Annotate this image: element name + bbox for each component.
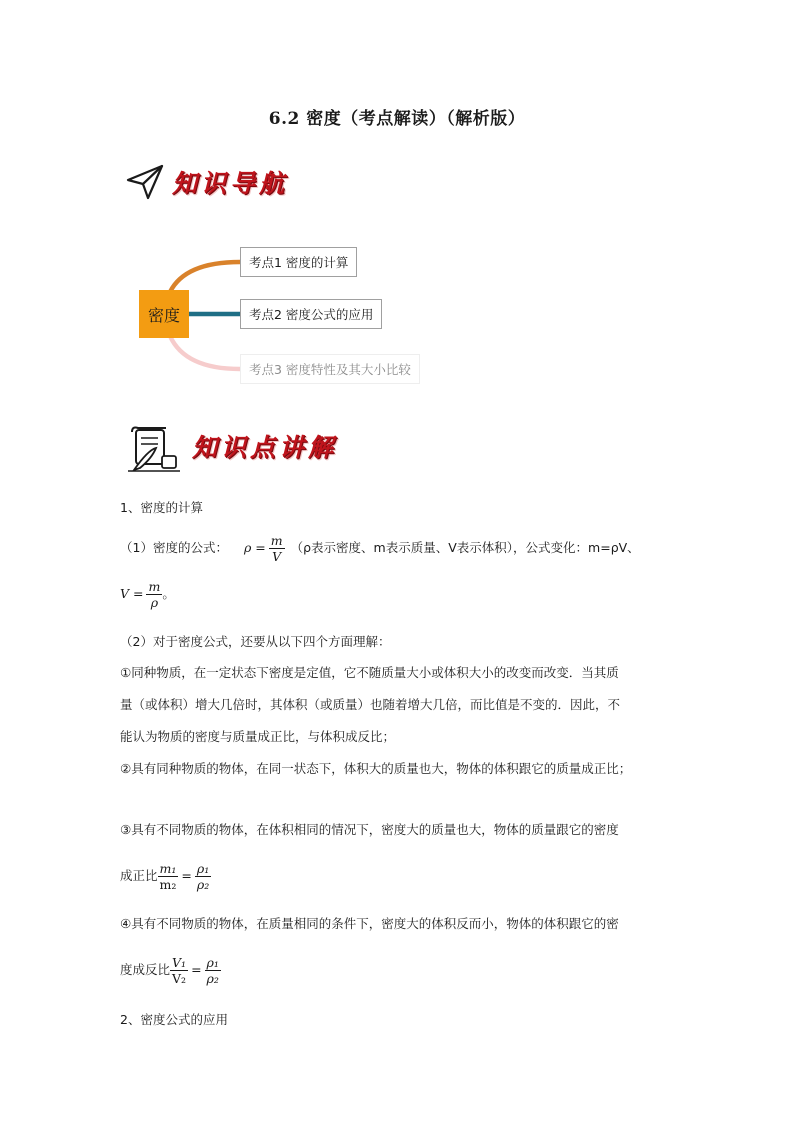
p1-suffix: （ρ表示密度、m表示质量、V表示体积），公式变化：m=ρV、 — [290, 540, 640, 555]
item-3-mass-den: m₂ — [159, 876, 177, 892]
p1b-end: 。 — [162, 586, 175, 601]
item-4-density-fraction — [205, 955, 221, 986]
item-1-line-2: 量（或体积）增大几倍时，其体积（或质量）也随着增大几倍，而比值是不变的．因此，不 — [120, 697, 621, 712]
scroll-quill-icon — [126, 424, 184, 474]
paragraph-1b — [120, 576, 175, 612]
p1-formula-fraction — [269, 533, 285, 564]
item-4-label: 度成反比 — [120, 962, 171, 977]
item-3-line-1: ③具有不同物质的物体，在体积相同的情况下，密度大的质量也大，物体的质量跟它的密度 — [120, 822, 619, 837]
p1-formula-denominator: V — [272, 548, 282, 564]
p1b-denominator: ρ — [150, 594, 159, 610]
mindmap-branch-2: 考点2 密度公式的应用 — [240, 299, 382, 329]
p1b-fraction — [146, 579, 162, 610]
item-4-equals: = — [191, 962, 202, 977]
connector-branch-3 — [170, 336, 240, 369]
page-title: 6.2 密度（考点解读）（解析版） — [268, 109, 526, 129]
item-4-volume-num: V₁ — [172, 954, 187, 970]
explain-banner — [126, 422, 366, 474]
item-3-line-2 — [120, 856, 211, 896]
mindmap-branch-1: 考点1 密度的计算 — [240, 247, 357, 277]
nav-banner-text: 知识导航 — [172, 169, 289, 198]
p1-formula-lhs: ρ = — [243, 540, 266, 555]
item-4-line-2 — [120, 950, 221, 990]
p1b-numerator: m — [148, 578, 161, 594]
item-4-line-1: ④具有不同物质的物体，在质量相同的条件下，密度大的体积反而小，物体的体积跟它的密 — [120, 916, 619, 931]
item-1-line-3: 能认为物质的密度与质量成正比，与体积成反比； — [120, 729, 396, 744]
item-3-density-den: ρ₂ — [196, 876, 210, 892]
item-3-density-fraction — [195, 861, 211, 892]
item-3-mass-fraction — [158, 861, 179, 892]
mindmap-center-node: 密度 — [139, 290, 189, 338]
item-4-density-num: ρ₁ — [206, 954, 219, 970]
paragraph-1 — [120, 530, 640, 566]
item-3-label: 成正比 — [120, 868, 158, 883]
item-4-density-den: ρ₂ — [206, 970, 219, 986]
item-3-mass-num: m₁ — [159, 860, 177, 876]
section-1-heading: 1、密度的计算 — [120, 500, 203, 515]
mindmap-branch-3: 考点3 密度特性及其大小比较 — [240, 354, 420, 384]
item-3-density-num: ρ₁ — [196, 860, 210, 876]
item-2: ②具有同种物质的物体，在同一状态下，体积大的质量也大，物体的体积跟它的质量成正比； — [120, 761, 632, 776]
p1-prefix: （1）密度的公式： — [120, 540, 228, 555]
item-4-volume-fraction — [170, 955, 188, 986]
explain-banner-text: 知识点讲解 — [192, 433, 338, 462]
item-3-equals: = — [181, 868, 192, 883]
p1-formula-numerator: m — [270, 532, 283, 548]
connector-branch-1 — [170, 262, 240, 292]
paragraph-2: （2）对于密度公式，还要从以下四个方面理解： — [120, 634, 391, 649]
p1b-lhs: V = — [120, 586, 144, 601]
section-2-heading: 2、密度公式的应用 — [120, 1012, 228, 1027]
item-1-line-1: ①同种物质，在一定状态下密度是定值，它不随质量大小或体积大小的改变而改变．当其质 — [120, 665, 619, 680]
item-4-volume-den: V₂ — [172, 970, 187, 986]
